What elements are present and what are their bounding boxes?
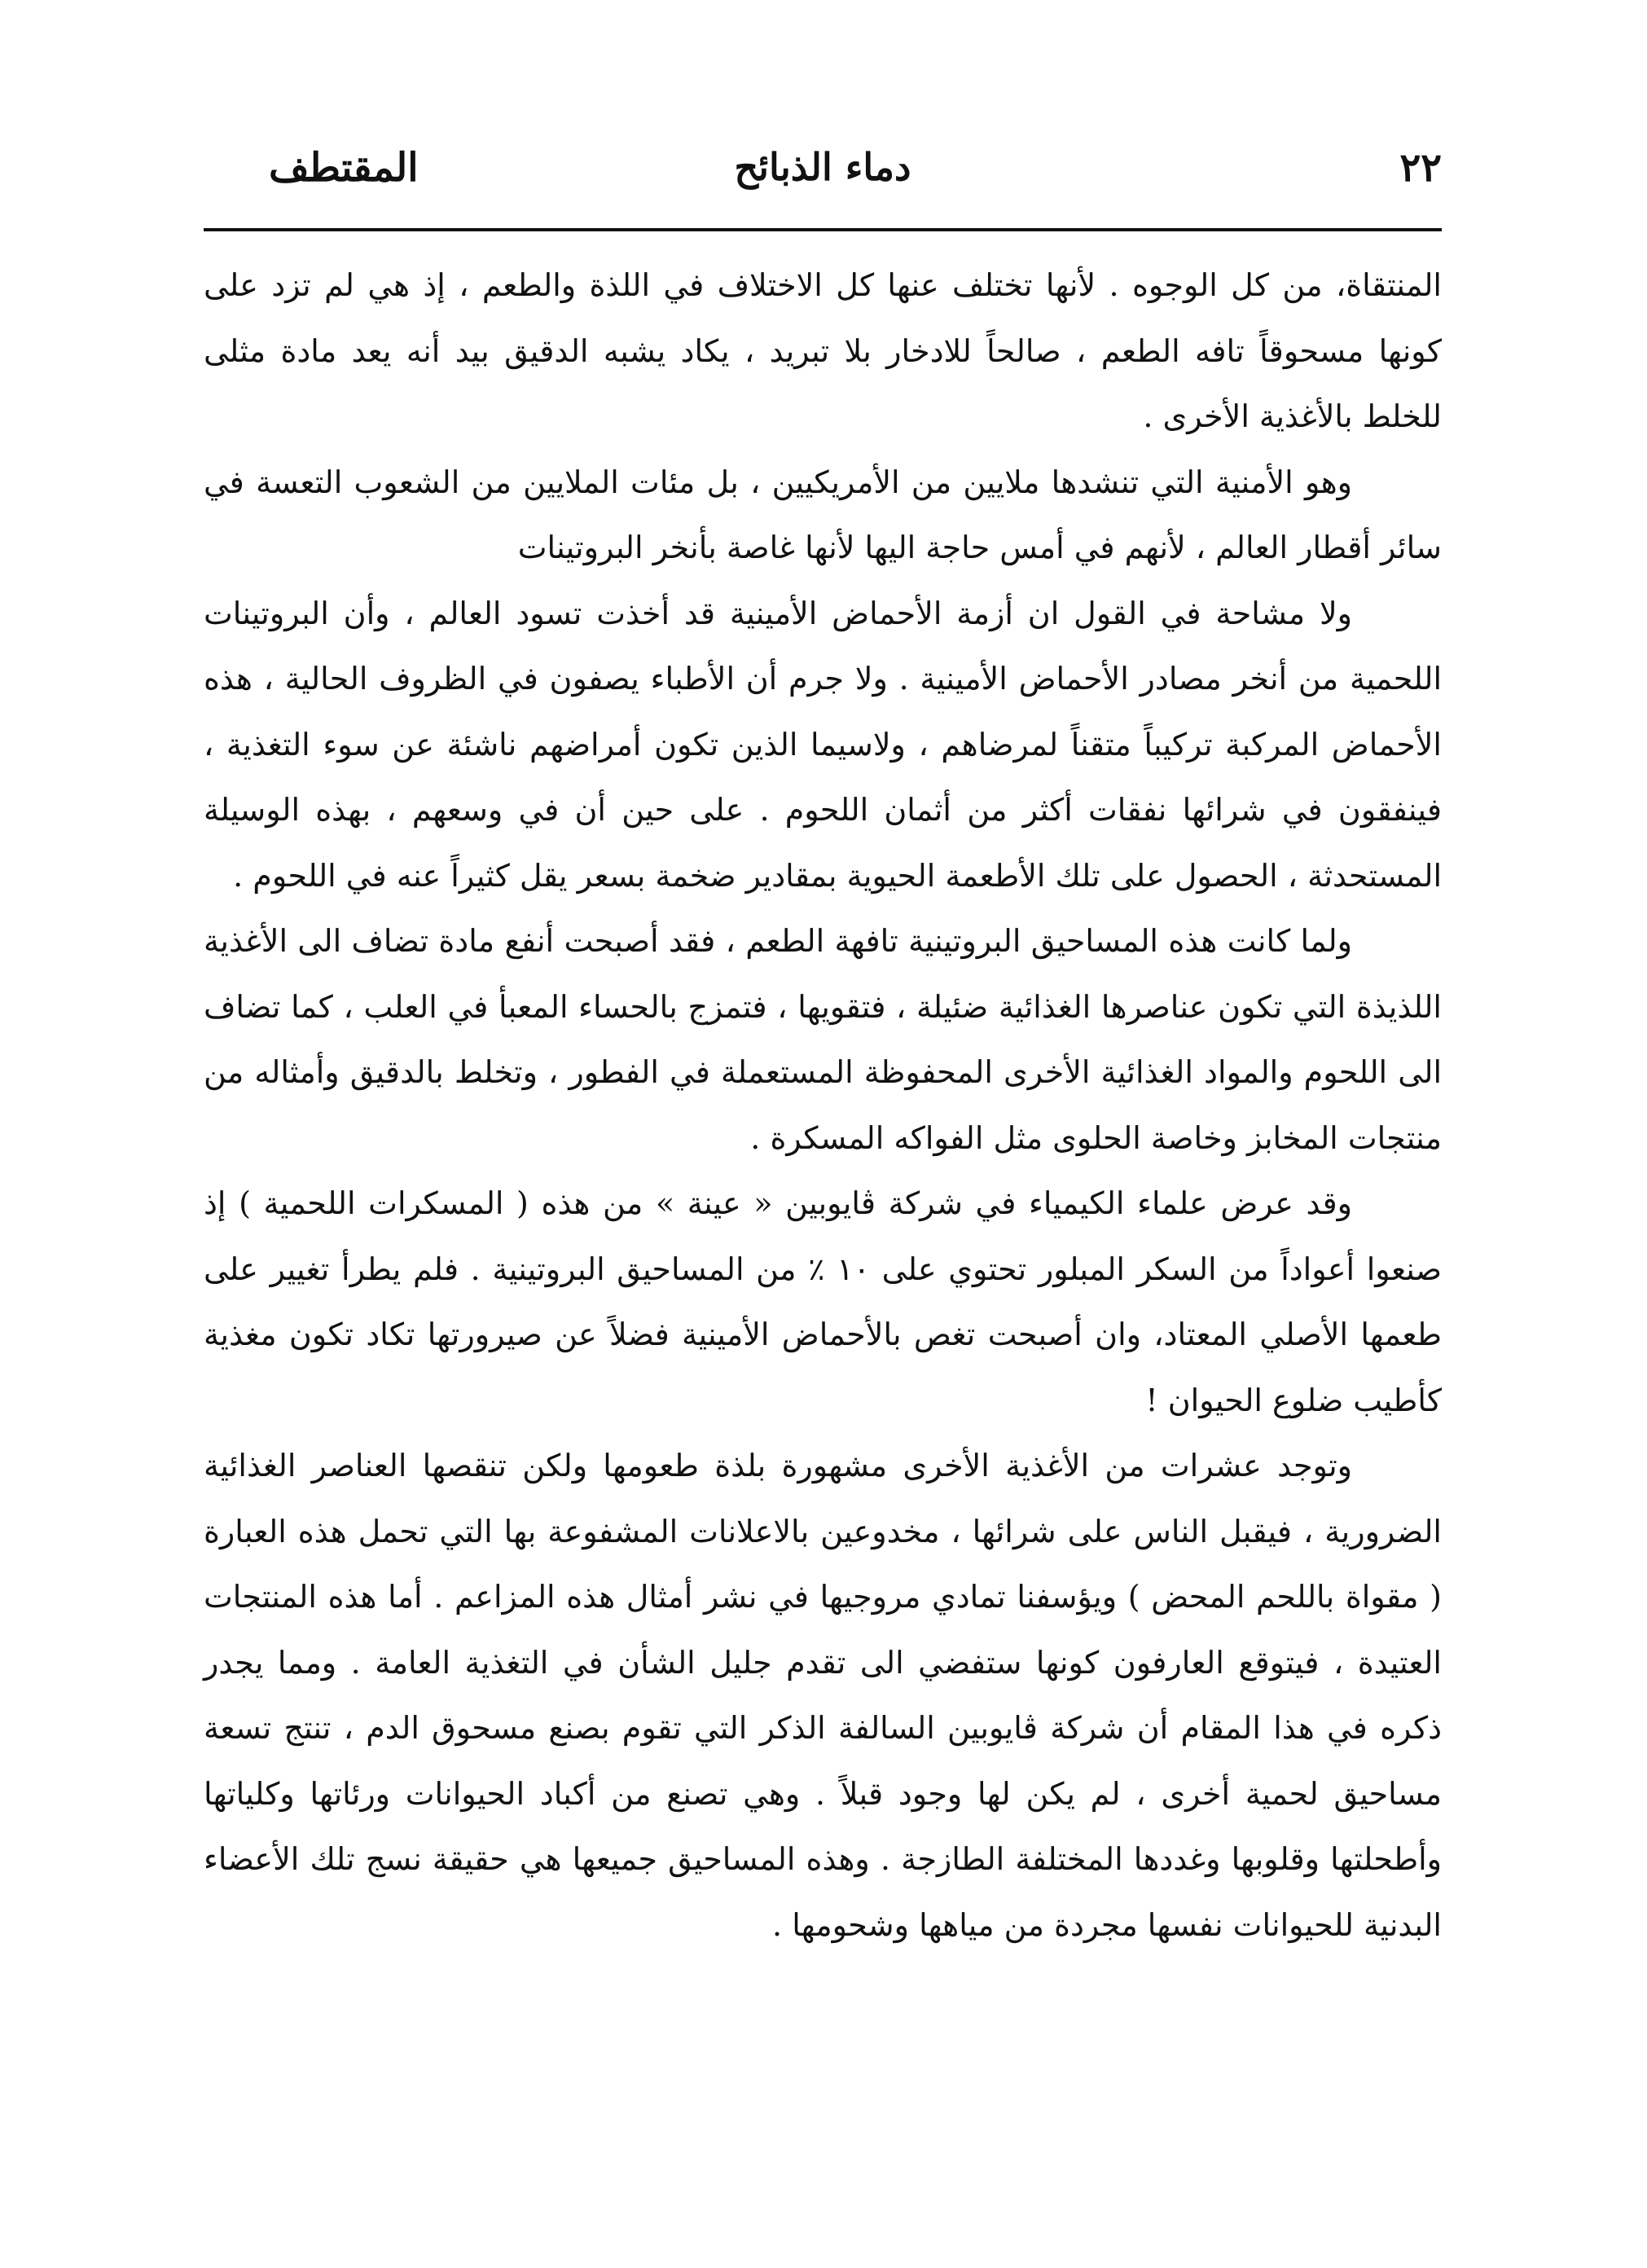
article-body bbox=[204, 253, 1442, 1958]
header-rule bbox=[204, 228, 1442, 231]
journal-name: المقتطف bbox=[269, 145, 419, 191]
paragraph-1: المنتقاة، من كل الوجوه . لأنها تختلف عنها كل الاختلاف في اللذة والطعم ، إذ هي لم تزد على كونها مسحوقاً تافه الطعم ، صالحاً للادخار بلا تبريد ، يكاد يشبه الدقيق بيد أنه يعد مادة مثلى للخلط بالأغذية الأخرى . bbox=[204, 267, 1442, 434]
paragraph-3: ولا مشاحة في القول ان أزمة الأحماض الأمينية قد أخذت تسود العالم ، وأن البروتينات اللحمية من أنخر مصادر الأحماض الأمينية . ولا جرم أن الأطباء يصفون في الظروف الحالية ، هذه الأحماض المركبة تركيباً متقناً لمرضاهم ، ولاسيما الذين تكون أمراضهم ناشئة عن سوء التغذية ، فينفقون في شرائها نفقات أكثر من أثمان اللحوم . على حين أن في وسعهم ، بهذه الوسيلة المستحدثة ، الحصول على تلك الأطعمة الحيوية بمقادير ضخمة بسعر يقل كثيراً عنه في اللحوم . bbox=[204, 595, 1442, 894]
paragraph-6: وتوجد عشرات من الأغذية الأخرى مشهورة بلذة طعومها ولكن تنقصها العناصر الغذائية الضرورية ، فيقبل الناس على شرائها ، مخدوعين بالاعلانات المشفوعة بها التي تحمل هذه العبارة ( مقواة باللحم المحض ) ويؤسفنا تمادي مروجيها في نشر أمثال هذه المزاعم . أما هذه المنتجات العتيدة ، فيتوقع العارفون كونها ستفضي الى تقدم جليل الشأن في التغذية العامة . ومما يجدر ذكره في هذا المقام أن شركة ڤايوبين السالفة الذكر التي تقوم بصنع مسحوق الدم ، تنتج تسعة مساحيق لحمية أخرى ، لم يكن لها وجود قبلاً . وهي تصنع من أكباد الحيوانات ورئاتها وكلياتها وأطحلتها وقلوبها وغددها المختلفة الطازجة . وهذه المساحيق جميعها هي حقيقة نسج تلك الأعضاء البدنية للحيوانات نفسها مجردة من مياهها وشحومها . bbox=[204, 1448, 1442, 1943]
paragraph-4: ولما كانت هذه المساحيق البروتينية تافهة الطعم ، فقد أصبحت أنفع مادة تضاف الى الأغذية اللذيذة التي تكون عناصرها الغذائية ضئيلة ، فتقويها ، فتمزج بالحساء المعبأ في العلب ، كما تضاف الى اللحوم والمواد الغذائية الأخرى المحفوظة المستعملة في الفطور ، وتخلط بالدقيق وأمثاله من منتجات المخابز وخاصة الحلوى مثل الفواكه المسكرة . bbox=[204, 923, 1442, 1156]
article-title: دماء الذبائح bbox=[734, 145, 911, 189]
page-number: ٢٢ bbox=[1399, 145, 1442, 191]
paragraph-5: وقد عرض علماء الكيمياء في شركة ڤايوبين « عينة » من هذه ( المسكرات اللحمية ) إذ صنعوا أعواداً من السكر المبلور تحتوي على ١٠ ٪ من المساحيق البروتينية . فلم يطرأ تغيير على طعمها الأصلي المعتاد، وان أصبحت تغص بالأحماض الأمينية فضلاً عن صيرورتها تكاد تكون مغذية كأطيب ضلوع الحيوان ! bbox=[204, 1185, 1443, 1418]
page-header bbox=[204, 145, 1442, 210]
paragraph-2: وهو الأمنية التي تنشدها ملايين من الأمريكيين ، بل مئات الملايين من الشعوب التعسة في سائر أقطار العالم ، لأنهم في أمس حاجة اليها لأنها غاصة بأنخر البروتينات bbox=[204, 464, 1442, 565]
